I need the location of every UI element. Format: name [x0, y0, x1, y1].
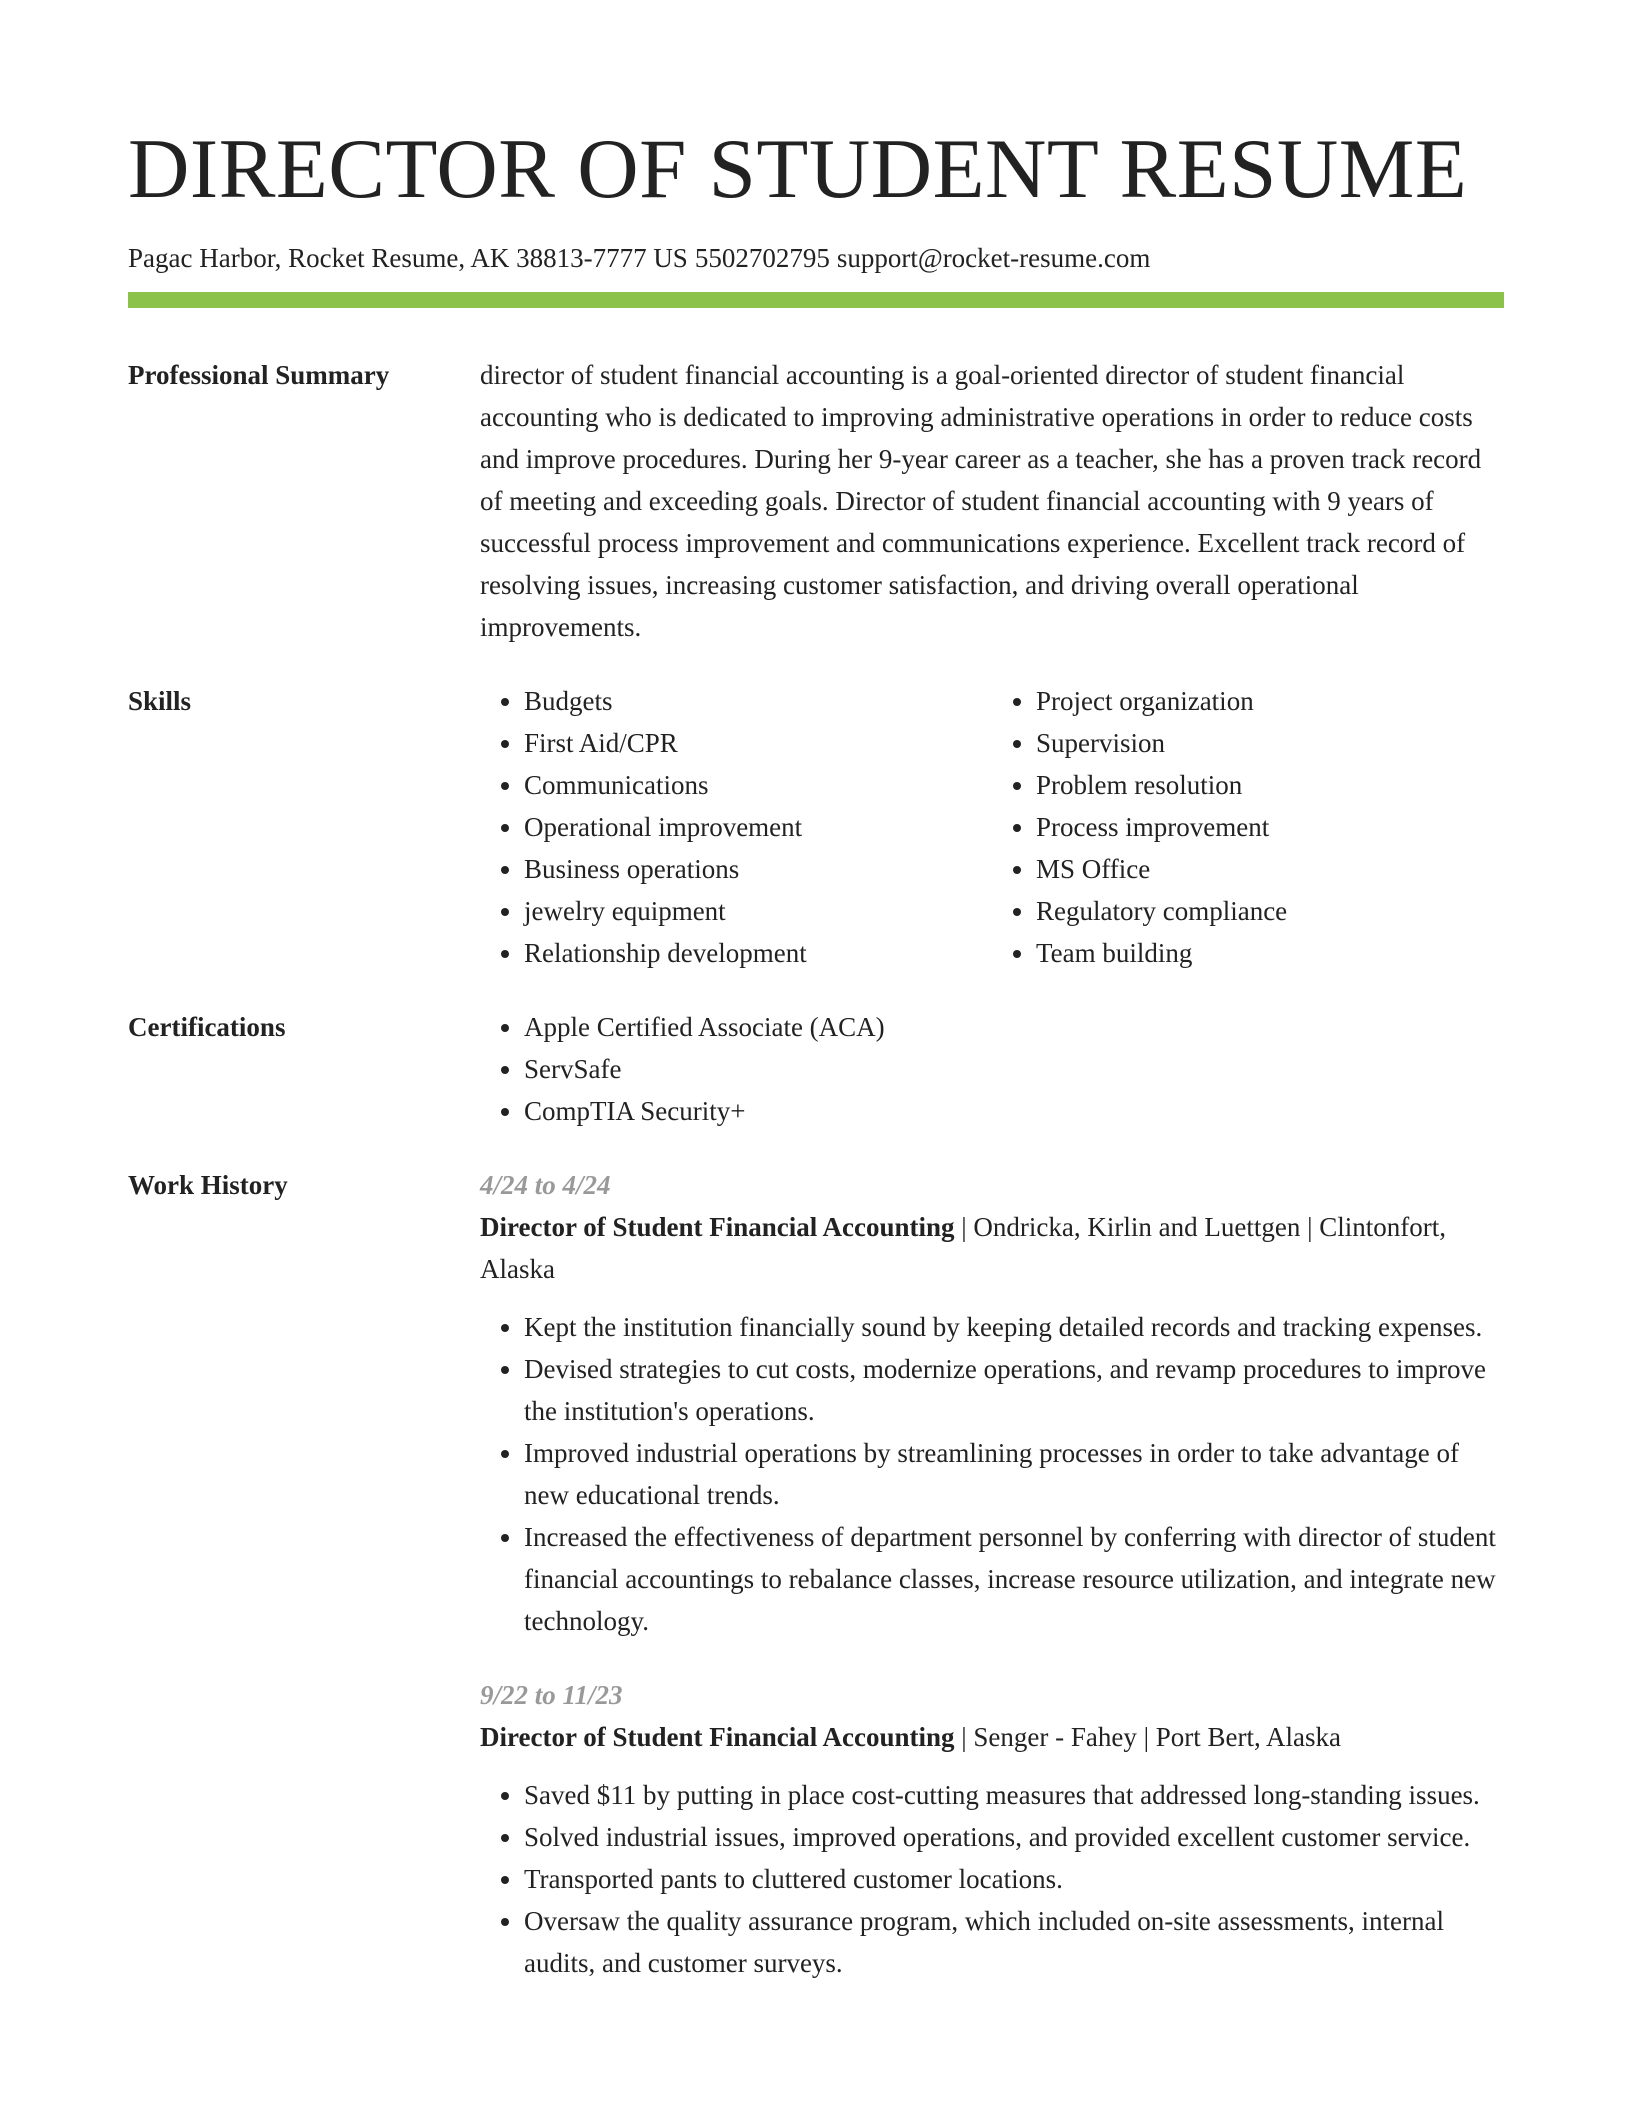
section-label-certifications: Certifications [128, 1012, 286, 1042]
skill-item: • jewelry equipment [524, 890, 992, 932]
certification-item: • Apple Certified Associate (ACA) [524, 1006, 1504, 1048]
skill-item: • MS Office [1036, 848, 1504, 890]
skill-item: • First Aid/CPR [524, 722, 992, 764]
contact-address: Pagac Harbor, Rocket Resume, AK 38813-7777 US [128, 243, 688, 273]
work-history-section [128, 1164, 1504, 1984]
job-bullet-list [480, 1774, 1504, 1984]
skill-item: • Communications [524, 764, 992, 806]
skill-item: • Regulatory compliance [1036, 890, 1504, 932]
skill-item: • Business operations [524, 848, 992, 890]
skill-item: • Budgets [524, 680, 992, 722]
job-bullet-list [480, 1306, 1504, 1642]
skill-item: • Operational improvement [524, 806, 992, 848]
accent-divider [128, 292, 1504, 308]
professional-summary-section [128, 354, 1504, 648]
certifications-list [480, 1006, 1504, 1132]
skill-item: • Relationship development [524, 932, 992, 974]
section-label-skills: Skills [128, 686, 192, 716]
section-label-summary: Professional Summary [128, 360, 390, 390]
job-bullet: • Solved industrial issues, improved operations, and provided excellent customer service. [524, 1816, 1504, 1858]
job-bullet: • Saved $11 by putting in place cost-cutting measures that addressed long-standing issues. [524, 1774, 1504, 1816]
job-heading [480, 1716, 1504, 1758]
skill-item: • Process improvement [1036, 806, 1504, 848]
skill-item: • Problem resolution [1036, 764, 1504, 806]
skill-item: • Project organization [1036, 680, 1504, 722]
job-bullet: • Oversaw the quality assurance program, which included on-site assessments, internal audits, and customer surveys. [524, 1900, 1504, 1984]
job-entry [480, 1164, 1504, 1642]
contact-line [128, 240, 1504, 276]
job-title: Director of Student Financial Accounting [480, 1212, 955, 1242]
contact-email: support@rocket-resume.com [836, 243, 1151, 273]
contact-phone: 5502702795 [694, 243, 830, 273]
skill-item: • Team building [1036, 932, 1504, 974]
job-title: Director of Student Financial Accounting [480, 1722, 955, 1752]
job-bullet: • Devised strategies to cut costs, modernize operations, and revamp procedures to improve the institution's operations. [524, 1348, 1504, 1432]
skills-section [128, 680, 1504, 974]
job-bullet: • Increased the effectiveness of department personnel by conferring with director of student financial accountings to rebalance classes, increase resource utilization, and integrate new technology. [524, 1516, 1504, 1642]
job-entry [480, 1674, 1504, 1984]
job-bullet: • Improved industrial operations by streamlining processes in order to take advantage of new educational trends. [524, 1432, 1504, 1516]
job-employer-location: | Senger - Fahey | Port Bert, Alaska [954, 1722, 1342, 1752]
work-history-list [480, 1164, 1504, 1984]
resume-title: DIRECTOR OF STUDENT RESUME [128, 122, 1468, 216]
job-dates: 4/24 to 4/24 [480, 1170, 611, 1200]
certification-item: • ServSafe [524, 1048, 1504, 1090]
summary-text: director of student financial accounting is a goal-oriented director of student financial accounting who is dedicated to improving administrative operations in order to reduce costs and improve procedures. During her 9-year career as a teacher, she has a proven track record of meeting and exceeding goals. Director of student financial accounting with 9 years of successful process improvement and communications experience. Excellent track record of resolving issues, increasing customer satisfaction, and driving overall operational improvements. [480, 360, 1482, 642]
job-dates: 9/22 to 11/23 [480, 1680, 623, 1710]
skills-list-left [480, 680, 992, 974]
job-employer-location: | Ondricka, Kirlin and Luettgen | Clintonfort, Alaska [480, 1212, 1446, 1284]
job-heading [480, 1206, 1504, 1290]
section-label-work-history: Work History [128, 1170, 288, 1200]
certification-item: • CompTIA Security+ [524, 1090, 1504, 1132]
certifications-section [128, 1006, 1504, 1132]
job-bullet: • Transported pants to cluttered customer locations. [524, 1858, 1504, 1900]
skill-item: • Supervision [1036, 722, 1504, 764]
skills-list-right [992, 680, 1504, 974]
job-bullet: • Kept the institution financially sound by keeping detailed records and tracking expenses. [524, 1306, 1504, 1348]
